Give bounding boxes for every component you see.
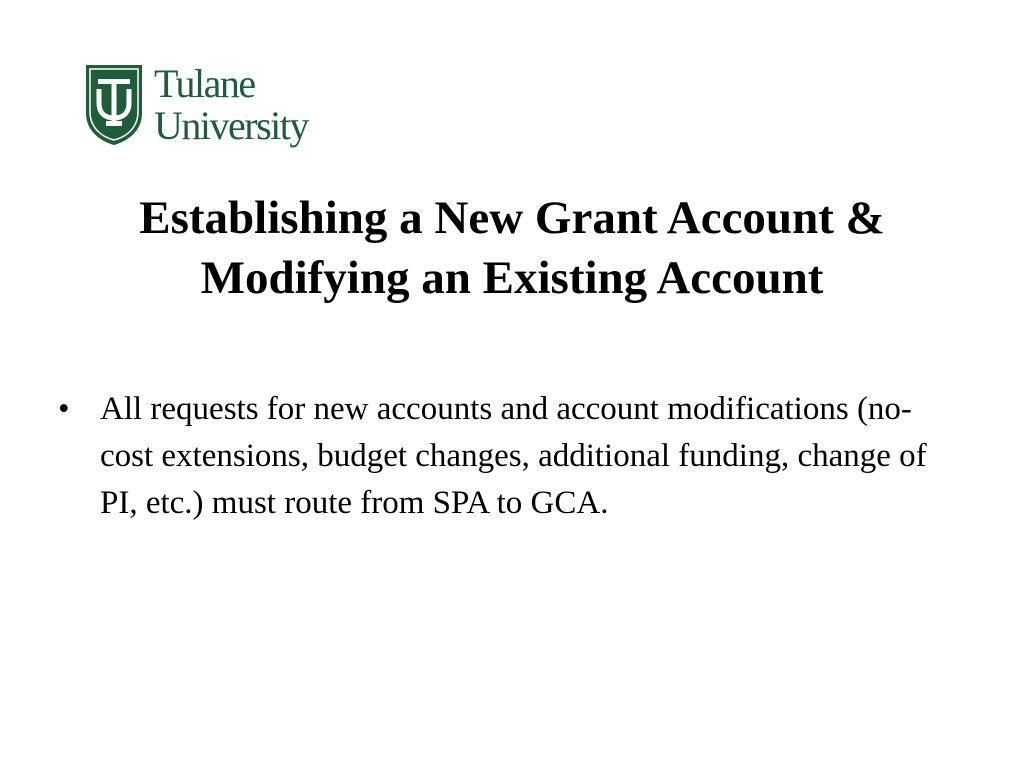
slide-title-line-1: Establishing a New Grant Account & (139, 192, 885, 244)
tulane-shield-icon (84, 63, 144, 147)
slide-title (40, 188, 984, 308)
bullet-text: All requests for new accounts and account modifications (no-cost extensions, budget changes, additional funding, change of PI, etc.) must route from SPA to GCA. (100, 391, 927, 521)
logo-text-university: University (154, 103, 308, 148)
bullet-marker: • (58, 391, 70, 427)
bullet-item (58, 386, 958, 527)
logo-wordmark (154, 61, 308, 148)
tulane-university-logo (80, 52, 352, 158)
slide-title-line-2: Modifying an Existing Account (200, 252, 824, 304)
logo-text-tulane: Tulane (154, 61, 255, 106)
bullet-list (58, 386, 958, 527)
